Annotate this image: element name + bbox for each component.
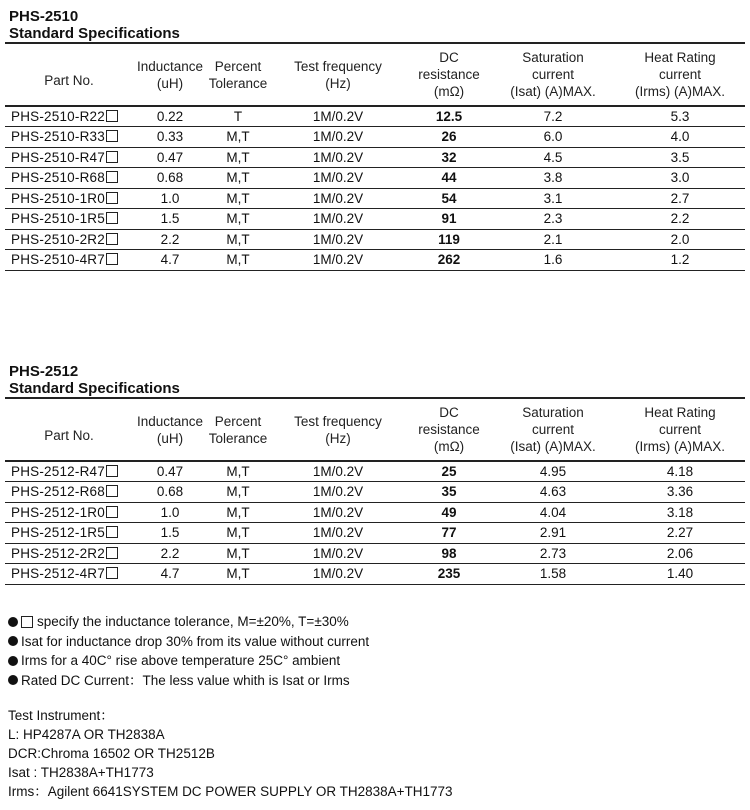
tolerance-cell: M,T: [226, 525, 250, 541]
test-instrument-block: [8, 706, 728, 801]
part-no-cell: [5, 543, 133, 564]
test-frequency-cell: 1M/0.2V: [312, 566, 364, 582]
part-no-cell: [5, 229, 133, 250]
tolerance-cell: M,T: [226, 149, 250, 165]
table-row: [5, 188, 745, 209]
inductance-cell: 1.5: [160, 525, 180, 541]
heat-rating-current-header: Heat Rating current (Irms) (A)MAX.: [635, 405, 725, 454]
tolerance-box-icon: [106, 130, 118, 142]
heat-rating-current-header: Heat Rating current (Irms) (A)MAX.: [635, 50, 725, 99]
dc-resistance-header: DC resistance (mΩ): [418, 405, 480, 454]
dc-resistance-cell: 235: [437, 566, 461, 582]
table-row: [5, 564, 745, 585]
tolerance-box-icon: [106, 506, 118, 518]
tolerance-cell: M,T: [226, 545, 250, 561]
part-no-text: PHS-2512-R68: [11, 484, 105, 500]
dc-resistance-cell: 119: [438, 231, 460, 247]
tolerance-cell: M,T: [226, 211, 250, 227]
tolerance-box-icon: [106, 465, 118, 477]
table-row: [5, 229, 745, 250]
spec-table: [5, 42, 745, 271]
inductance-cell: 0.33: [156, 129, 184, 145]
bullet-icon: [8, 636, 18, 646]
note-item: [8, 651, 728, 671]
table-row: [5, 106, 745, 127]
tolerance-box-icon: [106, 110, 118, 122]
test-frequency-cell: 1M/0.2V: [312, 464, 364, 479]
heat-rating-current-cell: 3.5: [670, 149, 690, 165]
tolerance-box-icon: [106, 233, 118, 245]
saturation-current-cell: 1.58: [539, 566, 567, 582]
saturation-current-cell: 3.1: [543, 190, 563, 206]
heat-rating-current-cell: 4.18: [666, 464, 694, 479]
part-no-text: PHS-2512-1R0: [11, 504, 105, 520]
tolerance-box-icon: [106, 212, 118, 224]
dc-resistance-cell: 44: [441, 170, 457, 186]
table-row: [5, 147, 745, 168]
part-no-text: PHS-2510-R68: [11, 170, 105, 186]
saturation-current-cell: 4.04: [539, 504, 567, 520]
tolerance-box-icon: [21, 616, 33, 628]
saturation-current-cell: 3.8: [543, 170, 563, 186]
heat-rating-current-cell: 2.27: [666, 525, 694, 541]
saturation-current-cell: 2.73: [539, 545, 567, 561]
part-no-cell: [5, 523, 133, 544]
heat-rating-current-cell: 1.40: [666, 566, 694, 582]
heat-rating-current-cell: 1.2: [670, 252, 690, 268]
table-row: [5, 482, 745, 503]
saturation-current-cell: 4.95: [539, 464, 567, 479]
tolerance-header: Percent Tolerance: [208, 58, 268, 91]
test-frequency-cell: 1M/0.2V: [312, 190, 364, 206]
saturation-current-header: Saturation current (Isat) (A)MAX.: [510, 50, 596, 99]
inductance-cell: 1.0: [160, 504, 180, 520]
dc-resistance-cell: 54: [441, 190, 457, 206]
part-no-header: Part No.: [44, 73, 94, 88]
part-no-text: PHS-2512-4R7: [11, 566, 105, 582]
dc-resistance-cell: 91: [441, 211, 457, 227]
dc-resistance-cell: 32: [441, 149, 457, 165]
part-no-text: PHS-2510-2R2: [11, 231, 105, 247]
table-row: [5, 250, 745, 271]
dc-resistance-header: DC resistance (mΩ): [418, 50, 480, 99]
test-frequency-cell: 1M/0.2V: [312, 252, 364, 268]
test-frequency-cell: 1M/0.2V: [312, 504, 364, 520]
saturation-current-cell: 6.0: [543, 129, 563, 145]
inductance-header: Inductance (uH): [136, 58, 204, 91]
spec-section-2512: [5, 363, 745, 585]
table-row: [5, 168, 745, 189]
tolerance-box-icon: [106, 485, 118, 497]
inductance-cell: 0.47: [156, 149, 184, 165]
test-frequency-cell: 1M/0.2V: [312, 149, 364, 165]
tolerance-cell: M,T: [226, 252, 250, 268]
tolerance-cell: T: [233, 109, 243, 124]
tolerance-box-icon: [106, 526, 118, 538]
part-no-cell: [5, 564, 133, 585]
inductance-cell: 1.5: [160, 211, 180, 227]
dc-resistance-cell: 77: [441, 525, 457, 541]
table-row: [5, 209, 745, 230]
inductance-cell: 0.68: [156, 170, 184, 186]
inductance-cell: 2.2: [160, 545, 180, 561]
note-item: [8, 612, 728, 632]
table-header-row: [5, 398, 745, 461]
dc-resistance-cell: 35: [441, 484, 457, 500]
inductance-cell: 4.7: [160, 252, 180, 268]
test-frequency-cell: 1M/0.2V: [312, 109, 364, 124]
section-subtitle: Standard Specifications: [9, 380, 180, 397]
bullet-icon: [8, 656, 18, 666]
spec-table: [5, 397, 745, 585]
test-frequency-cell: 1M/0.2V: [312, 211, 364, 227]
tolerance-box-icon: [106, 192, 118, 204]
section-model-title: PHS-2510: [9, 8, 79, 25]
part-no-text: PHS-2510-1R0: [11, 190, 105, 206]
saturation-current-cell: 2.3: [543, 211, 563, 227]
tolerance-cell: M,T: [226, 484, 250, 500]
test-frequency-cell: 1M/0.2V: [312, 545, 364, 561]
saturation-current-cell: 2.1: [543, 231, 563, 247]
test-frequency-cell: 1M/0.2V: [312, 170, 364, 186]
part-no-header: Part No.: [44, 428, 94, 443]
heat-rating-current-cell: 4.0: [670, 129, 690, 145]
dc-resistance-cell: 25: [441, 464, 457, 479]
inductance-cell: 0.47: [156, 464, 184, 479]
test-frequency-header: Test frequency (Hz): [294, 413, 382, 446]
tolerance-cell: M,T: [226, 566, 250, 582]
instrument-line: L: HP4287A OR TH2838A: [8, 727, 165, 742]
table-row: [5, 543, 745, 564]
dc-resistance-cell: 49: [441, 504, 457, 520]
tolerance-box-icon: [106, 171, 118, 183]
test-frequency-cell: 1M/0.2V: [312, 129, 364, 145]
tolerance-cell: M,T: [226, 129, 250, 145]
part-no-cell: [5, 482, 133, 503]
part-no-cell: [5, 106, 133, 127]
test-frequency-cell: 1M/0.2V: [312, 525, 364, 541]
dc-resistance-cell: 12.5: [435, 109, 463, 124]
heat-rating-current-cell: 3.18: [666, 504, 694, 520]
part-no-text: PHS-2512-R47: [11, 464, 105, 479]
table-header-row: [5, 43, 745, 106]
dc-resistance-cell: 98: [441, 545, 457, 561]
inductance-cell: 4.7: [160, 566, 180, 582]
part-no-cell: [5, 168, 133, 189]
table-row: [5, 502, 745, 523]
part-no-text: PHS-2510-R33: [11, 129, 105, 145]
heat-rating-current-cell: 5.3: [670, 109, 690, 124]
part-no-cell: [5, 209, 133, 230]
inductance-cell: 2.2: [160, 231, 180, 247]
heat-rating-current-cell: 2.7: [670, 190, 690, 206]
table-row: [5, 523, 745, 544]
part-no-cell: [5, 250, 133, 271]
instrument-line: Irms：Agilent 6641SYSTEM DC POWER SUPPLY OR TH2838A+TH1773: [8, 784, 453, 799]
part-no-text: PHS-2512-1R5: [11, 525, 105, 541]
saturation-current-header: Saturation current (Isat) (A)MAX.: [510, 405, 596, 454]
inductance-cell: 1.0: [160, 190, 180, 206]
tolerance-box-icon: [106, 567, 118, 579]
heat-rating-current-cell: 3.0: [670, 170, 690, 186]
part-no-text: PHS-2512-2R2: [11, 545, 105, 561]
tolerance-cell: M,T: [226, 170, 250, 186]
tolerance-cell: M,T: [226, 504, 250, 520]
part-no-cell: [5, 502, 133, 523]
dc-resistance-cell: 262: [437, 252, 461, 268]
saturation-current-cell: 1.6: [543, 252, 563, 268]
tolerance-box-icon: [106, 547, 118, 559]
tolerance-cell: M,T: [226, 464, 250, 479]
inductance-cell: 0.68: [156, 484, 184, 500]
table-row: [5, 461, 745, 482]
tolerance-box-icon: [106, 253, 118, 265]
note-text: Isat for inductance drop 30% from its value without current: [21, 633, 370, 649]
part-no-cell: [5, 147, 133, 168]
dc-resistance-cell: 26: [441, 129, 457, 145]
spec-section-2510: [5, 8, 745, 271]
part-no-cell: [5, 461, 133, 482]
inductance-header: Inductance (uH): [136, 413, 204, 446]
saturation-current-cell: 4.5: [543, 149, 563, 165]
inductance-cell: 0.22: [156, 109, 184, 124]
heat-rating-current-cell: 2.2: [670, 211, 690, 227]
test-frequency-cell: 1M/0.2V: [312, 484, 364, 500]
bullet-icon: [8, 617, 18, 627]
notes-list: [8, 612, 728, 690]
test-frequency-header: Test frequency (Hz): [294, 58, 382, 91]
part-no-text: PHS-2510-R22: [11, 109, 105, 124]
table-row: [5, 127, 745, 148]
note-text: Irms for a 40C° rise above temperature 25C° ambient: [21, 653, 341, 668]
tolerance-header: Percent Tolerance: [208, 413, 268, 446]
instrument-line: Isat : TH2838A+TH1773: [8, 765, 154, 780]
heat-rating-current-cell: 2.06: [666, 545, 694, 561]
part-no-text: PHS-2510-4R7: [11, 252, 105, 268]
section-subtitle: Standard Specifications: [9, 25, 180, 42]
heat-rating-current-cell: 3.36: [666, 484, 694, 500]
instrument-line: DCR:Chroma 16502 OR TH2512B: [8, 746, 215, 761]
part-no-text: PHS-2510-R47: [11, 149, 105, 165]
tolerance-cell: M,T: [226, 190, 250, 206]
note-item: [8, 671, 728, 691]
saturation-current-cell: 4.63: [539, 484, 567, 500]
part-no-cell: [5, 188, 133, 209]
note-text: Rated DC Current：The less value whith is Isat or Irms: [21, 672, 350, 688]
tolerance-box-icon: [106, 151, 118, 163]
bullet-icon: [8, 675, 18, 685]
tolerance-cell: M,T: [226, 231, 250, 247]
saturation-current-cell: 2.91: [539, 525, 567, 541]
saturation-current-cell: 7.2: [543, 109, 563, 124]
instrument-title: Test Instrument：: [8, 708, 114, 723]
section-model-title: PHS-2512: [9, 363, 79, 380]
test-frequency-cell: 1M/0.2V: [312, 231, 364, 247]
part-no-text: PHS-2510-1R5: [11, 211, 105, 227]
heat-rating-current-cell: 2.0: [670, 231, 690, 247]
note-text: specify the inductance tolerance, M=±20%, T=±30%: [37, 614, 349, 629]
note-item: [8, 632, 728, 652]
part-no-cell: [5, 127, 133, 148]
